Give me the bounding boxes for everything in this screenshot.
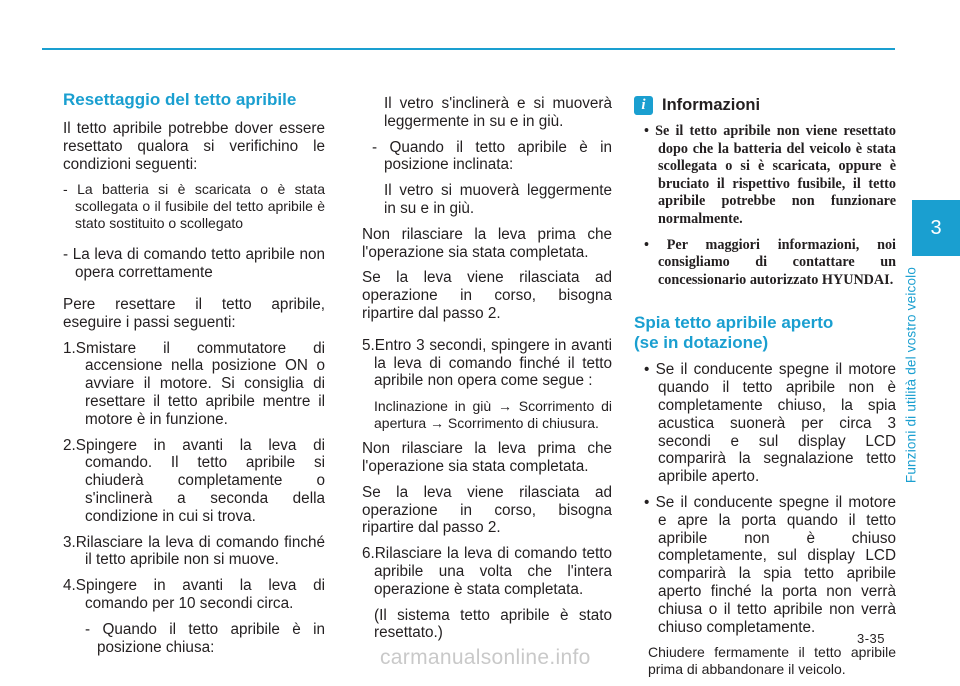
watermark: carmanualsonline.info [380,646,591,669]
sub-condition-closed: - Quando il tetto apribile è in posizione chiusa: [85,620,325,656]
chapter-title-text: Funzioni di utilità del vostro veicolo [903,266,919,484]
sub-condition-tilted: - Quando il tetto apribile è in posizione inclinata: [372,138,612,174]
note-paragraph: Se la leva viene rilasciata ad operazione in corso, bisogna ripartire dal passo 2. [362,483,612,537]
operation-sequence: Inclinazione in giù → Scorrimento di apertura → Scorrimento di chiusura. [374,398,612,432]
intro-paragraph: Il tetto apribile potrebbe dover essere resettato qualora si verifichino le condizioni seguenti: [63,120,325,173]
condition-item: - La leva di comando tetto apribile non opera correttamente [63,246,325,282]
step-item: 4.Spingere in avanti la leva di comando per 10 secondi circa. [63,577,325,612]
closing-advice: Chiudere fermamente il tetto apribile prima di abbandonare il veicolo. [648,644,896,678]
section-heading-reset: Resettaggio del tetto apribile [63,90,297,109]
closed-description: Il vetro s'inclinerà e si muoverà leggermente in su e in giù. [384,95,612,130]
column-left [63,90,325,664]
step-item: 6.Rilasciare la leva di comando tetto apribile una volta che l'intera operazione è stata completata. [362,545,612,598]
note-paragraph: Non rilasciare la leva prima che l'operazione sia stata completata. [362,225,612,261]
column-middle [362,95,612,650]
chapter-number-tab: 3 [912,200,960,256]
section-heading-warning [634,313,896,353]
warning-heading-line1: Spia tetto apribile aperto [634,313,834,333]
info-icon: i [634,96,653,115]
warning-heading-line2: (se in dotazione) [634,333,769,353]
step-note: (Il sistema tetto apribile è stato resettato.) [374,606,612,642]
step-item: 5.Entro 3 secondi, spingere in avanti la leva di comando finché il tetto apribile non opera come segue : [362,336,612,390]
step-item: 1.Smistare il commutatore di accensione nella posizione ON o avviare il motore. Si consiglia di resettare il tetto apribile mentre il motore è in funzione. [63,339,325,428]
note-paragraph: Non rilasciare la leva prima che l'operazione sia stata completata. [362,440,612,475]
info-header [634,96,896,115]
info-item: • Se il tetto apribile non viene resettato dopo che la batteria del veicolo è stata scollegata o si è scaricata, oppure è bruciato il rispettivo fusibile, il tetto apribile potrebbe non funzionare normalmente. [644,123,896,227]
condition-item: - La batteria si è scaricata o è stata scollegata o il fusibile del tetto apribile è stato sostituito o scollegato [63,181,325,232]
steps-intro: Pere resettare il tetto apribile, eseguire i passi seguenti: [63,295,325,331]
header-rule [42,48,895,50]
step-item: 2.Spingere in avanti la leva di comando. Il tetto apribile si chiuderà completamente o s'inclinerà a seconda della condizione in cui si trova. [63,436,325,525]
column-right [634,96,896,686]
warning-bullet: • Se il conducente spegne il motore quando il tetto apribile non è completamente chiuso, la spia acustica suonerà per circa 3 secondi e sul display LCD comparirà la segnalazione tetto apribile aperto. [644,361,896,486]
page-number: 3-35 [857,631,886,646]
info-title: Informazioni [662,95,761,114]
note-paragraph: Se la leva viene rilasciata ad operazione in corso, bisogna ripartire dal passo 2. [362,269,612,322]
warning-bullet: • Se il conducente spegne il motore e apre la porta quando il tetto apribile non è chiuso completamente, sul display LCD comparirà la spia tetto apribile aperto finché la porta non verrà chiusa o il tetto apribile non verrà chiuso completamente. [644,493,896,636]
tilted-description: Il vetro si muoverà leggermente in su e in giù. [384,182,612,217]
info-item: • Per maggiori informazioni, noi consigliamo di contattare un concessionario autorizzato HYUNDAI. [644,236,896,288]
step-item: 3.Rilasciare la leva di comando finché il tetto apribile non si muove. [63,533,325,569]
